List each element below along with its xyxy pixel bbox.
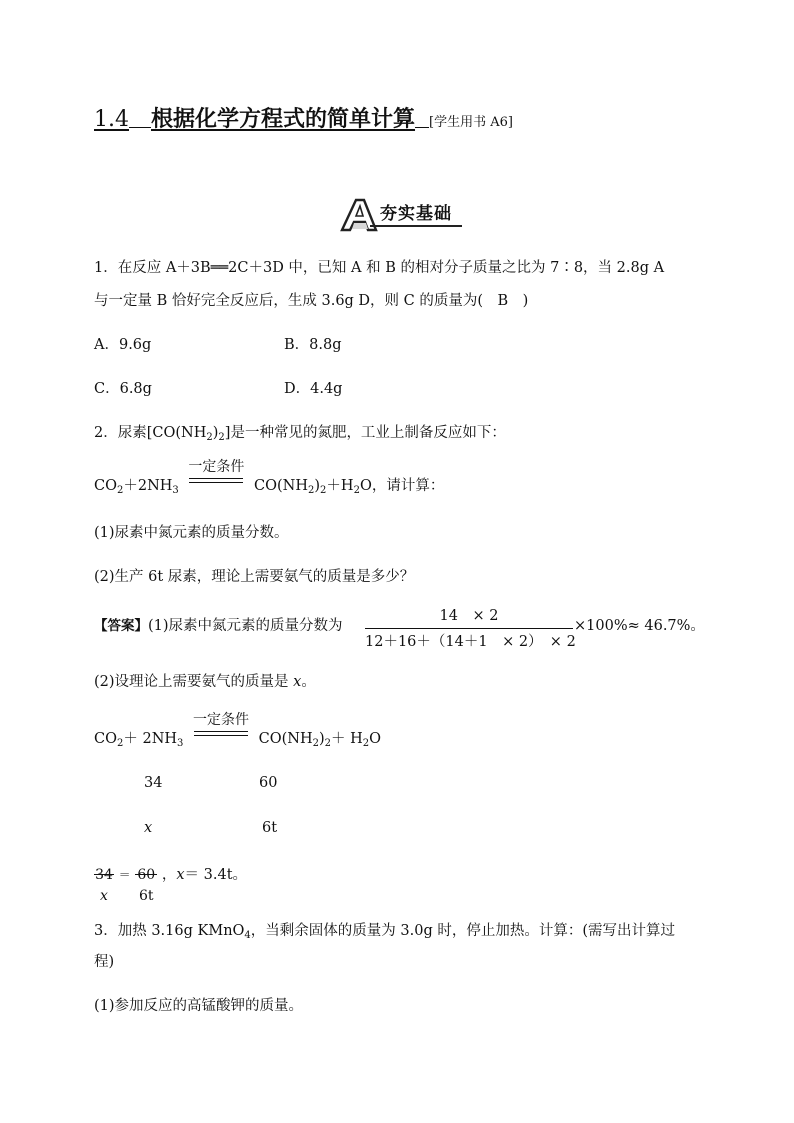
q1-option-d: D．4.4g [284,381,343,397]
page-title [94,102,513,133]
q3-line1: 3．加热 3.16g KMnO$_4$，当剩余固体的质量为 3.0g 时，停止加热。计算：(需写出计算过 [94,923,676,941]
answer-result: ×100%≈ 46.7%。 [574,618,705,634]
answer-equation: $CO_2+ 2NH_3$ 一定条件 $CO(NH_2)_2+ H_2O$ [94,712,382,749]
q3-sub1: (1)参加反应的高锰酸钾的质量。 [94,998,304,1014]
q1-option-c: C．6.8g [94,381,152,397]
answer-part1: 【答案】(1)尿素中氮元素的质量分数为 [94,618,343,634]
section-number: 1.4 [94,107,129,132]
section-label: 夯实基础 [380,204,452,224]
reaction-condition-arrow: 一定条件 [183,472,249,492]
textbook-reference: [学生用书 A6] [429,115,513,130]
mass-fraction [365,604,576,650]
q1-option-b: B．8.8g [284,337,342,353]
unknown-mass: x [144,820,153,836]
reaction-condition-arrow-2: 一定条件 [188,725,254,745]
section-badge [340,196,465,234]
urea-mass: 6t [262,820,278,836]
molar-mass-nh3: 34 [144,775,163,791]
answer-part2: (2)设理论上需要氨气的质量是 x。 [94,674,316,690]
q1-line1: 1．在反应 A＋3B══2C＋3D 中，已知 A 和 B 的相对分子质量之比为 7∶8，当 2.8g A [94,260,665,276]
title-text: 根据化学方程式的简单计算 [151,107,416,132]
q1-line2: 与一定量 B 恰好完全反应后，生成 3.6g D，则 C 的质量为( B ) [94,293,529,309]
q2-sub1: (1)尿素中氮元素的质量分数。 [94,525,289,541]
q3-line2: 程) [94,954,115,970]
q2-sub2: (2)生产 6t 尿素，理论上需要氨气的质量是多少？ [94,569,415,585]
q2-equation: $CO_2+2NH_3$ 一定条件 $CO(NH_2)_2+H_2O$，请计算： [94,459,445,496]
ratio-equation: 34 x ＝ 60 6t ，x＝ 3.4t。 [95,867,248,904]
fraction-numerator: 14 × 2 [439,608,499,624]
q2-intro: 2．尿素$[CO(NH_2)_2]$是一种常见的氮肥，工业上制备反应如下： [94,425,506,443]
fraction-denominator: 12＋16＋（14＋1 × 2） × 2 [365,634,576,650]
q1-option-a: A．9.6g [94,337,152,353]
molar-mass-urea: 60 [259,775,278,791]
answer-label: 【答案】 [94,618,148,634]
